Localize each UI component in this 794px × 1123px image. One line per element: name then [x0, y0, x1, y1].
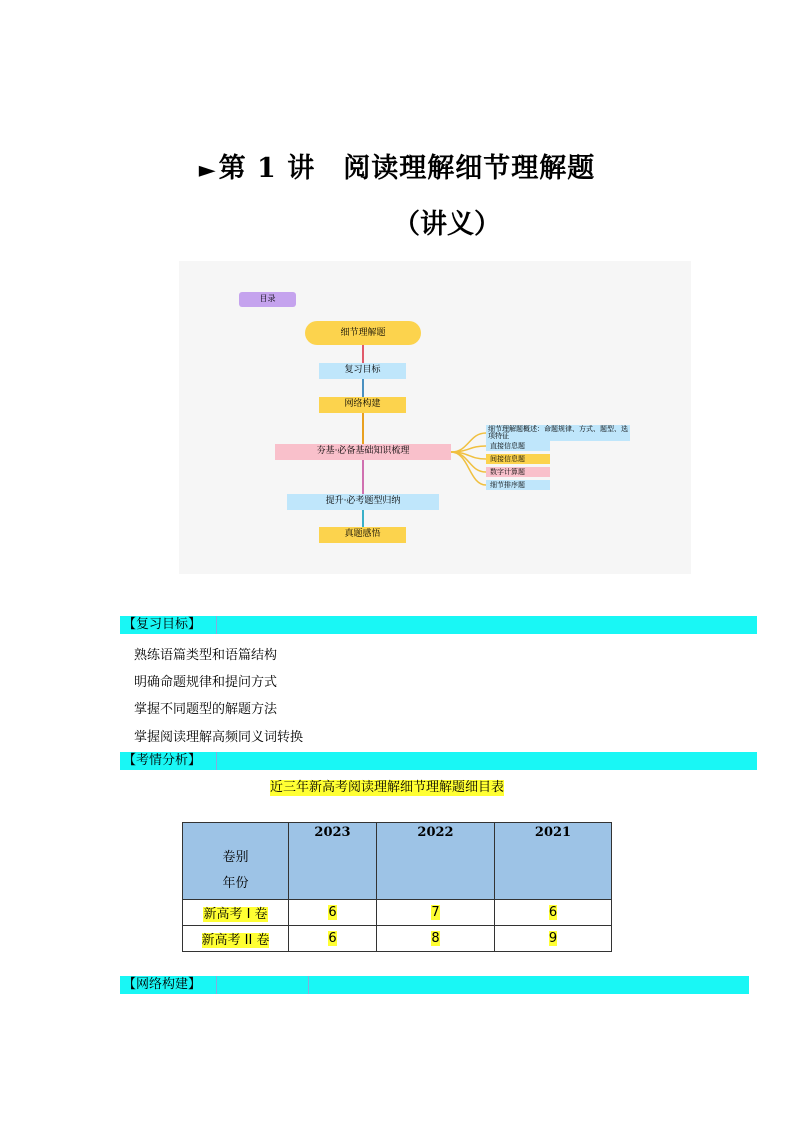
row-label-cell [183, 926, 289, 952]
branch-calc: 数字计算题 [486, 467, 550, 477]
value: 7 [431, 905, 440, 920]
goal-item: 掌握不同题型的解题方法 [134, 702, 278, 717]
year-header: 2022 [377, 823, 495, 900]
page-title [0, 146, 794, 185]
exam-stats-table [182, 822, 612, 952]
bar-divider [216, 976, 217, 994]
goal-item: 明确命题规律和提问方式 [134, 675, 278, 690]
section-bar-analysis [120, 752, 757, 770]
title-text: 第 1 讲 阅读理解细节理解题 [218, 153, 596, 184]
section-bar-review [120, 616, 757, 634]
section-title-review: 【复习目标】 [123, 617, 202, 632]
section-bar-network [120, 976, 749, 994]
table-caption: 近三年新高考阅读理解细节理解题细目表 [270, 780, 505, 795]
row-label: 新高考 I 卷 [203, 907, 268, 922]
year-header: 2023 [289, 823, 377, 900]
section-title-network: 【网络构建】 [123, 977, 202, 992]
row-label: 新高考 II 卷 [201, 933, 270, 948]
section-title-analysis: 【考情分析】 [123, 753, 202, 768]
year-header: 2021 [495, 823, 612, 900]
toc-tag: 目录 [239, 292, 296, 307]
step-node-network: 网络构建 [319, 397, 406, 413]
goal-item: 掌握阅读理解高频同义词转换 [134, 730, 304, 745]
value-cell [377, 900, 495, 926]
value-cell [289, 926, 377, 952]
bar-divider [308, 976, 309, 994]
value: 9 [548, 931, 558, 946]
value-cell [289, 900, 377, 926]
branch-indirect: 间接信息题 [486, 454, 550, 464]
bar-divider [216, 616, 217, 634]
step-node-foundation: 夯基·必备基础知识梳理 [275, 444, 451, 460]
mind-map [179, 261, 691, 574]
row-label-cell [183, 900, 289, 926]
corner-top-label: 卷别 [222, 850, 249, 865]
branch-overview: 细节理解题概述：命题规律、方式、题型、选项特征 [488, 425, 628, 440]
step-node-exam: 真题感悟 [319, 527, 406, 543]
value-cell [495, 926, 612, 952]
table-corner-cell [183, 823, 289, 900]
value-cell [377, 926, 495, 952]
goal-item: 熟练语篇类型和语篇结构 [134, 648, 278, 663]
value: 6 [328, 905, 337, 920]
root-node: 细节理解题 [305, 321, 421, 345]
corner-bottom-label: 年份 [222, 876, 249, 891]
mind-map-connectors [179, 261, 691, 574]
bar-divider [216, 752, 217, 770]
page-subtitle: （讲义） [393, 209, 501, 240]
table-row [183, 900, 612, 926]
value-cell [495, 900, 612, 926]
table-row [183, 926, 612, 952]
branch-order: 细节排序题 [486, 480, 550, 490]
triangle-icon: ► [198, 157, 217, 183]
value: 8 [431, 931, 440, 946]
step-node-improve: 提升·必考题型归纳 [287, 494, 439, 510]
value: 6 [328, 931, 337, 946]
value: 6 [548, 905, 558, 920]
step-node-review: 复习目标 [319, 363, 406, 379]
branch-direct: 直接信息题 [486, 441, 550, 451]
